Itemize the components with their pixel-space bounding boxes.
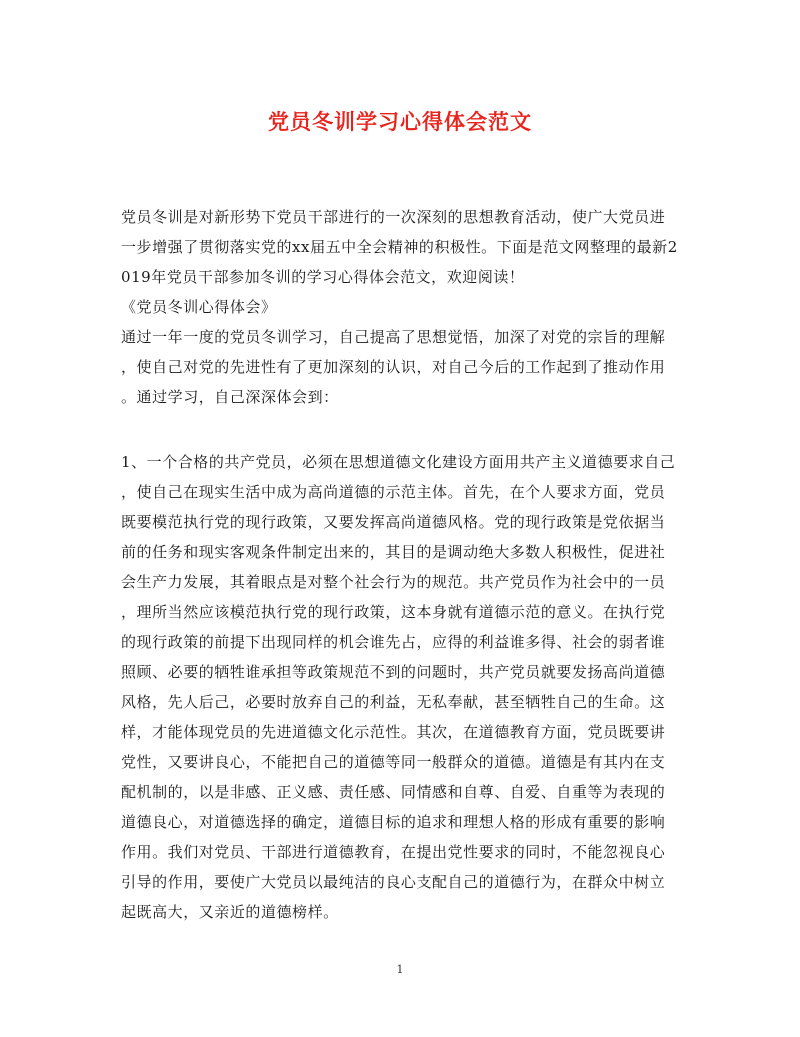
text-line: 前的任务和现实客观条件制定出来的，其目的是调动绝大多数人积极性，促进社 [121, 543, 666, 561]
text-line: ，使自己在现实生活中成为高尚道德的示范主体。首先，在个人要求方面，党员 [121, 483, 666, 501]
text-line: 照顾、必要的牺牲谁承担等政策规范不到的问题时，共产党员就要发扬高尚道德 [121, 663, 666, 681]
text-line: 019年党员干部参加冬训的学习心得体会范文，欢迎阅读！ [121, 268, 525, 286]
section-subtitle: 《党员冬训心得体会》 [121, 298, 277, 316]
text-line: 党员冬训是对新形势下党员干部进行的一次深刻的思想教育活动，使广大党员进 [121, 208, 666, 226]
text-line: 样，才能体现党员的先进道德文化示范性。其次，在道德教育方面，党员既要讲 [121, 723, 666, 741]
text-line: 一步增强了贯彻落实党的xx届五中全会精神的积极性。下面是范文网整理的最新2 [121, 238, 678, 256]
text-line: ，使自己对党的先进性有了更加深刻的认识，对自己今后的工作起到了推动作用 [121, 358, 666, 376]
text-line: 既要模范执行党的现行政策，又要发挥高尚道德风格。党的现行政策是党依据当 [121, 513, 666, 531]
text-line: 作用。我们对党员、干部进行道德教育，在提出党性要求的同时，不能忽视良心 [121, 843, 666, 861]
document-title: 党员冬训学习心得体会范文 [268, 109, 532, 134]
page-number: 1 [396, 963, 404, 976]
text-line: 配机制的，以是非感、正义感、责任感、同情感和自尊、自爱、自重等为表现的 [121, 783, 666, 801]
text-line: 的现行政策的前提下出现同样的机会谁先占，应得的利益谁多得、社会的弱者谁 [121, 633, 666, 651]
text-line: 风格，先人后己，必要时放弃自己的利益，无私奉献，甚至牺牲自己的生命。这 [121, 693, 666, 711]
text-line: 1、一个合格的共产党员，必须在思想道德文化建设方面用共产主义道德要求自己 [121, 453, 676, 471]
text-line: 会生产力发展，其着眼点是对整个社会行为的规范。共产党员作为社会中的一员 [121, 573, 666, 591]
text-line: ，理所当然应该模范执行党的现行政策，这本身就有道德示范的意义。在执行党 [121, 603, 666, 621]
text-line: 道德良心，对道德选择的确定，道德目标的追求和理想人格的形成有重要的影响 [121, 813, 666, 831]
text-line: 通过一年一度的党员冬训学习，自己提高了思想觉悟，加深了对党的宗旨的理解 [121, 328, 666, 346]
text-line: 引导的作用，要使广大党员以最纯洁的良心支配自己的道德行为，在群众中树立 [121, 873, 666, 891]
text-line: 起既高大，又亲近的道德榜样。 [121, 903, 339, 921]
text-line: 党性，又要讲良心，不能把自己的道德等同一般群众的道德。道德是有其内在支 [121, 753, 666, 771]
text-line: 。通过学习，自己深深体会到： [121, 388, 339, 406]
